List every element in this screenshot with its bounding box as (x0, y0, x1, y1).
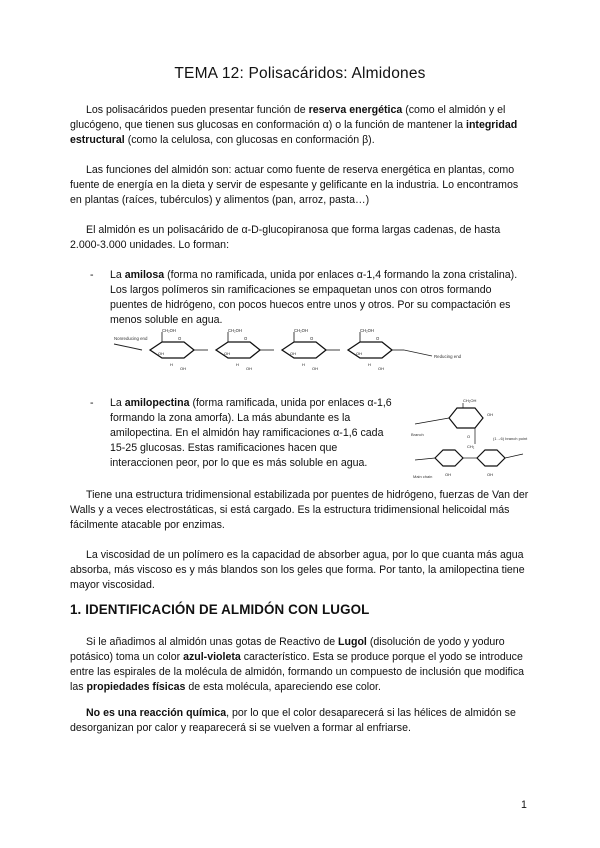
paragraph-polysaccharide-functions (70, 103, 532, 148)
paragraph-starch-functions: Las funciones del almidón son: actuar como fuente de reserva energética en plantas, como fuente de energía en la dieta y servir de espesante y gelificante en la industria. Lo encontramos en plantas (raíces, tubérculos) y alimentos (pan, arroz, pasta…) (70, 164, 519, 206)
paragraph-lugol (70, 635, 532, 695)
text: Si le añadimos al almidón unas gotas de Reactivo de (86, 636, 339, 648)
glucose-ring-1 (150, 328, 208, 371)
bold-term: azul-violeta (183, 651, 241, 663)
oh-label: OH (224, 351, 230, 356)
text: Los polisacáridos pueden presentar función de (86, 104, 309, 116)
glucose-ring-4 (348, 328, 404, 371)
ch2oh-label: CH₂OH (294, 328, 308, 333)
glucose-ring-3 (282, 328, 340, 371)
text: , por lo que el color desaparecerá si las hélices de almidón se desorganizan por calor y reaparecerá si se vuelven a formar al enfriarse. (70, 707, 516, 734)
oh-label: OH (487, 472, 493, 477)
ch2oh-label: CH₂OH (463, 398, 477, 403)
paragraph-starch-definition: El almidón es un polisacárido de α-D-glucopiranosa que forma largas cadenas, de hasta 2.000-3.000 unidades. Lo forman: (70, 224, 501, 251)
bold-term: propiedades físicas (86, 681, 186, 693)
branch-label: Branch (411, 432, 424, 437)
h-label: H (236, 362, 239, 367)
chain-bond (415, 458, 435, 460)
o-label: O (310, 336, 314, 341)
ring-outline (150, 342, 194, 358)
bold-term: amilopectina (124, 397, 190, 409)
text: La (110, 397, 125, 409)
o-label: O (376, 336, 380, 341)
o-label: O (467, 434, 471, 439)
text: (disolución de yodo y yoduro potásico) toma un color (70, 636, 505, 663)
bold-term: Lugol (338, 636, 367, 648)
bold-term: integridad estructural (70, 119, 518, 146)
bold-term: amilosa (124, 269, 165, 281)
amylose-structure-figure (112, 328, 484, 374)
ch2oh-label: CH₂OH (228, 328, 242, 333)
h-label: H (170, 362, 173, 367)
text: La (110, 269, 125, 281)
ch2oh-label: CH₂OH (360, 328, 374, 333)
text: característico. Esta se produce porque el yodo se introduce entre las espirales de la molécula de almidón, formando un compuesto de inclusión que modifica las (70, 651, 525, 693)
main-ring-1 (435, 450, 463, 466)
oh-label: OH (356, 351, 362, 356)
glucose-ring-2 (216, 328, 274, 371)
text: (forma ramificada, unida por enlaces α-1,6 formando la zona amorfa). La más abundante es la amilopectina. En el almidón hay ramificaciones α-1,6 cada 15-25 glucosas. Estas ramificaciones hacen que interaccionen peor, por lo que es más soluble en agua. (110, 397, 392, 469)
text: (como la celulosa, con glucosas en conformación β). (124, 134, 375, 146)
oh-label: OH (312, 366, 318, 371)
branch-ring (449, 408, 483, 428)
oh-label: OH (445, 472, 451, 477)
page-title: TEMA 12: Polisacáridos: Almidones (174, 65, 426, 82)
oh-label: OH (290, 351, 296, 356)
paragraph-viscosity: La viscosidad de un polímero es la capacidad de absorber agua, por lo que cuanta más agua absorba, más viscoso es y más blandos son los geles que forma. Por tanto, la amilopectina tiene mayor viscosidad. (70, 549, 525, 591)
amylopectin-structure-figure (405, 394, 530, 489)
branch-point-label: (1→6) branch point (493, 436, 528, 441)
bold-term: No es una reacción química (86, 707, 227, 719)
ring-outline (348, 342, 392, 358)
main-ring-2 (477, 450, 505, 466)
ch2-label: CH₂ (467, 444, 475, 449)
oh-label: OH (180, 366, 186, 371)
h-label: H (302, 362, 305, 367)
reducing-end-label: Reducing end (434, 354, 462, 359)
chain-bond (114, 344, 142, 350)
ring-outline (282, 342, 326, 358)
ch2oh-label: CH₂OH (162, 328, 176, 333)
bullet-dash: - (90, 269, 94, 281)
nonreducing-end-label: Nonreducing end (114, 336, 148, 341)
bullet-dash: - (90, 397, 94, 409)
o-label: O (244, 336, 248, 341)
chain-bond (404, 350, 432, 356)
chain-bond (415, 418, 449, 424)
bold-term: reserva energética (308, 104, 403, 116)
oh-label: OH (378, 366, 384, 371)
paragraph-3d-structure: Tiene una estructura tridimensional estabilizada por puentes de hidrógeno, fuerzas de Van der Walls y a veces electrostáticas, si está cargado. Es la estructura tridimensional helicoidal más fácilmente atacable por enzimas. (70, 489, 529, 531)
ring-outline (216, 342, 260, 358)
glucose-units (150, 328, 404, 371)
text: (forma no ramificada, unida por enlaces α-1,4 formando la zona cristalina). Los largos polímeros sin ramificaciones se empaquetan unos con otros formando puentes de hidrógeno, con pocos huecos entre unos y otros. Por su compactación es menos soluble en agua. (110, 269, 518, 326)
text: (como el almidón y el glucógeno, que tienen sus glucosas en conformación α) o la función de mantener la (70, 104, 506, 131)
chain-bond (505, 454, 523, 458)
h-label: H (368, 362, 371, 367)
list-item-text (110, 396, 400, 471)
oh-label: OH (246, 366, 252, 371)
o-label: O (178, 336, 182, 341)
main-chain-label: Main chain (413, 474, 433, 479)
text: de esta molécula, apareciendo ese color. (185, 681, 381, 693)
list-item-text (110, 268, 530, 328)
oh-label: OH (487, 412, 493, 417)
paragraph-not-chemical (70, 706, 532, 736)
page-number: 1 (521, 799, 527, 811)
section-heading: 1. IDENTIFICACIÓN DE ALMIDÓN CON LUGOL (70, 602, 370, 617)
oh-label: OH (158, 351, 164, 356)
